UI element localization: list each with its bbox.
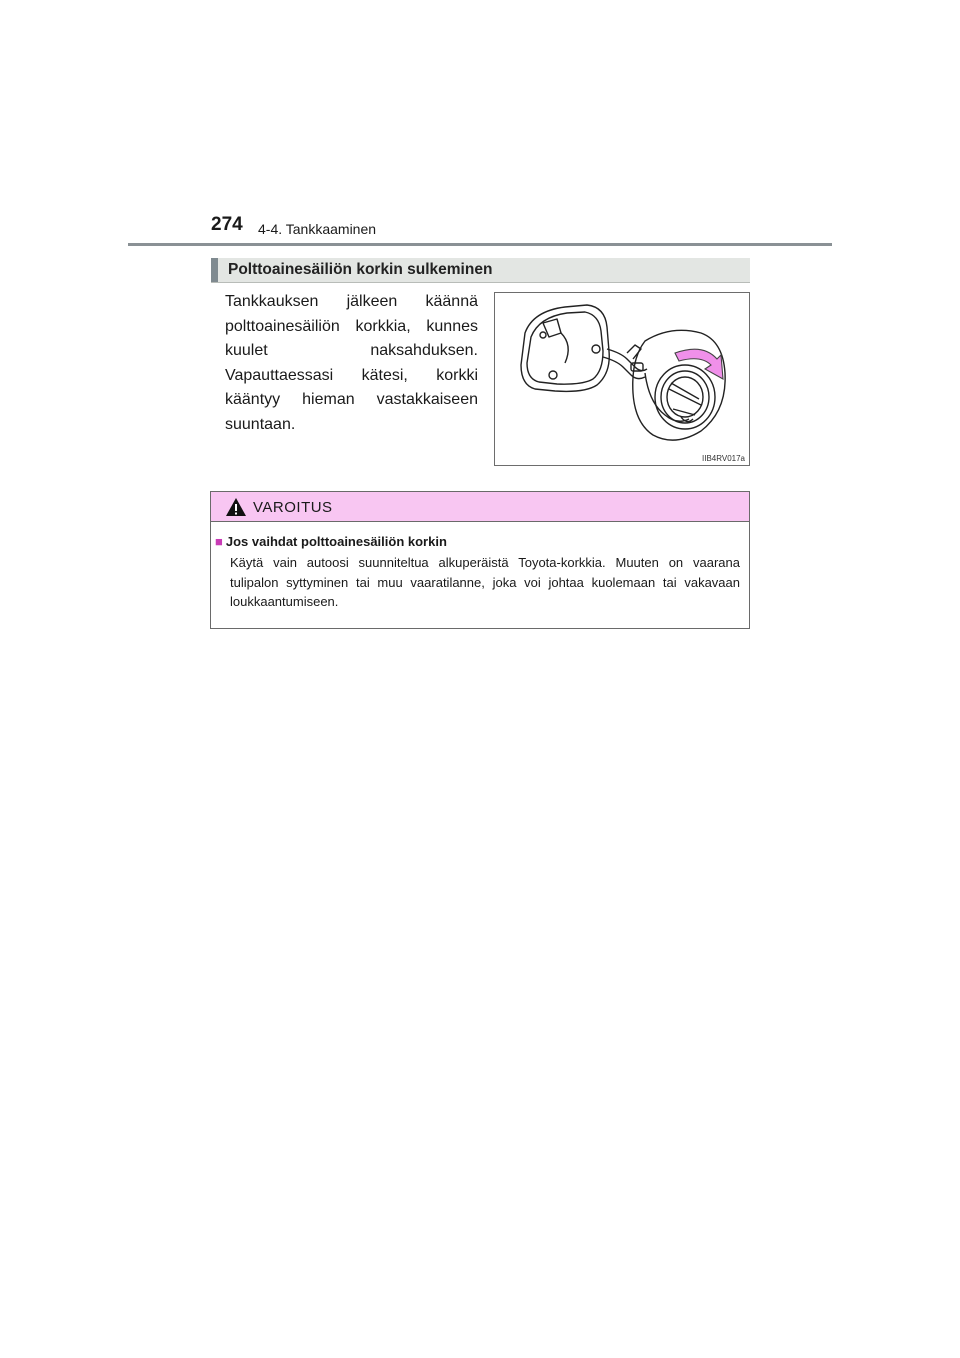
warning-box xyxy=(210,491,750,629)
instruction-text: Tankkauksen jälkeen käännä polttoainesäiliön korkkia, kunnes kuulet naksahduksen. Vapauttaessasi kätesi, korkki kääntyy hieman vastakkaiseen suuntaan. xyxy=(225,293,478,433)
warning-item-text: Käytä vain autoosi suunniteltua alkuperäistä Toyota-korkkia. Muuten on vaarana tulipalon syttyminen tai muu vaaratilanne, joka voi johtaa kuolemaan tai vakavaan loukkaantumiseen. xyxy=(230,555,740,609)
page-number: 274 xyxy=(211,214,243,235)
header-divider xyxy=(128,243,832,246)
warning-title: VAROITUS xyxy=(253,499,333,516)
warning-header xyxy=(211,492,749,522)
warning-item-title: Jos vaihdat polttoainesäiliön korkin xyxy=(225,534,447,549)
section-heading-bar xyxy=(211,258,750,283)
fuel-cap-illustration-icon xyxy=(495,293,749,465)
heading-accent xyxy=(211,258,218,282)
figure-code: IIB4RV017a xyxy=(702,454,745,463)
section-label: 4-4. Tankkaaminen xyxy=(258,221,377,237)
fuel-cap-figure xyxy=(494,292,750,466)
warning-item-heading xyxy=(215,534,447,549)
warning-triangle-icon xyxy=(225,497,247,517)
square-bullet-icon: ■ xyxy=(215,534,223,549)
section-heading: Polttoainesäiliön korkin sulkeminen xyxy=(228,261,493,278)
